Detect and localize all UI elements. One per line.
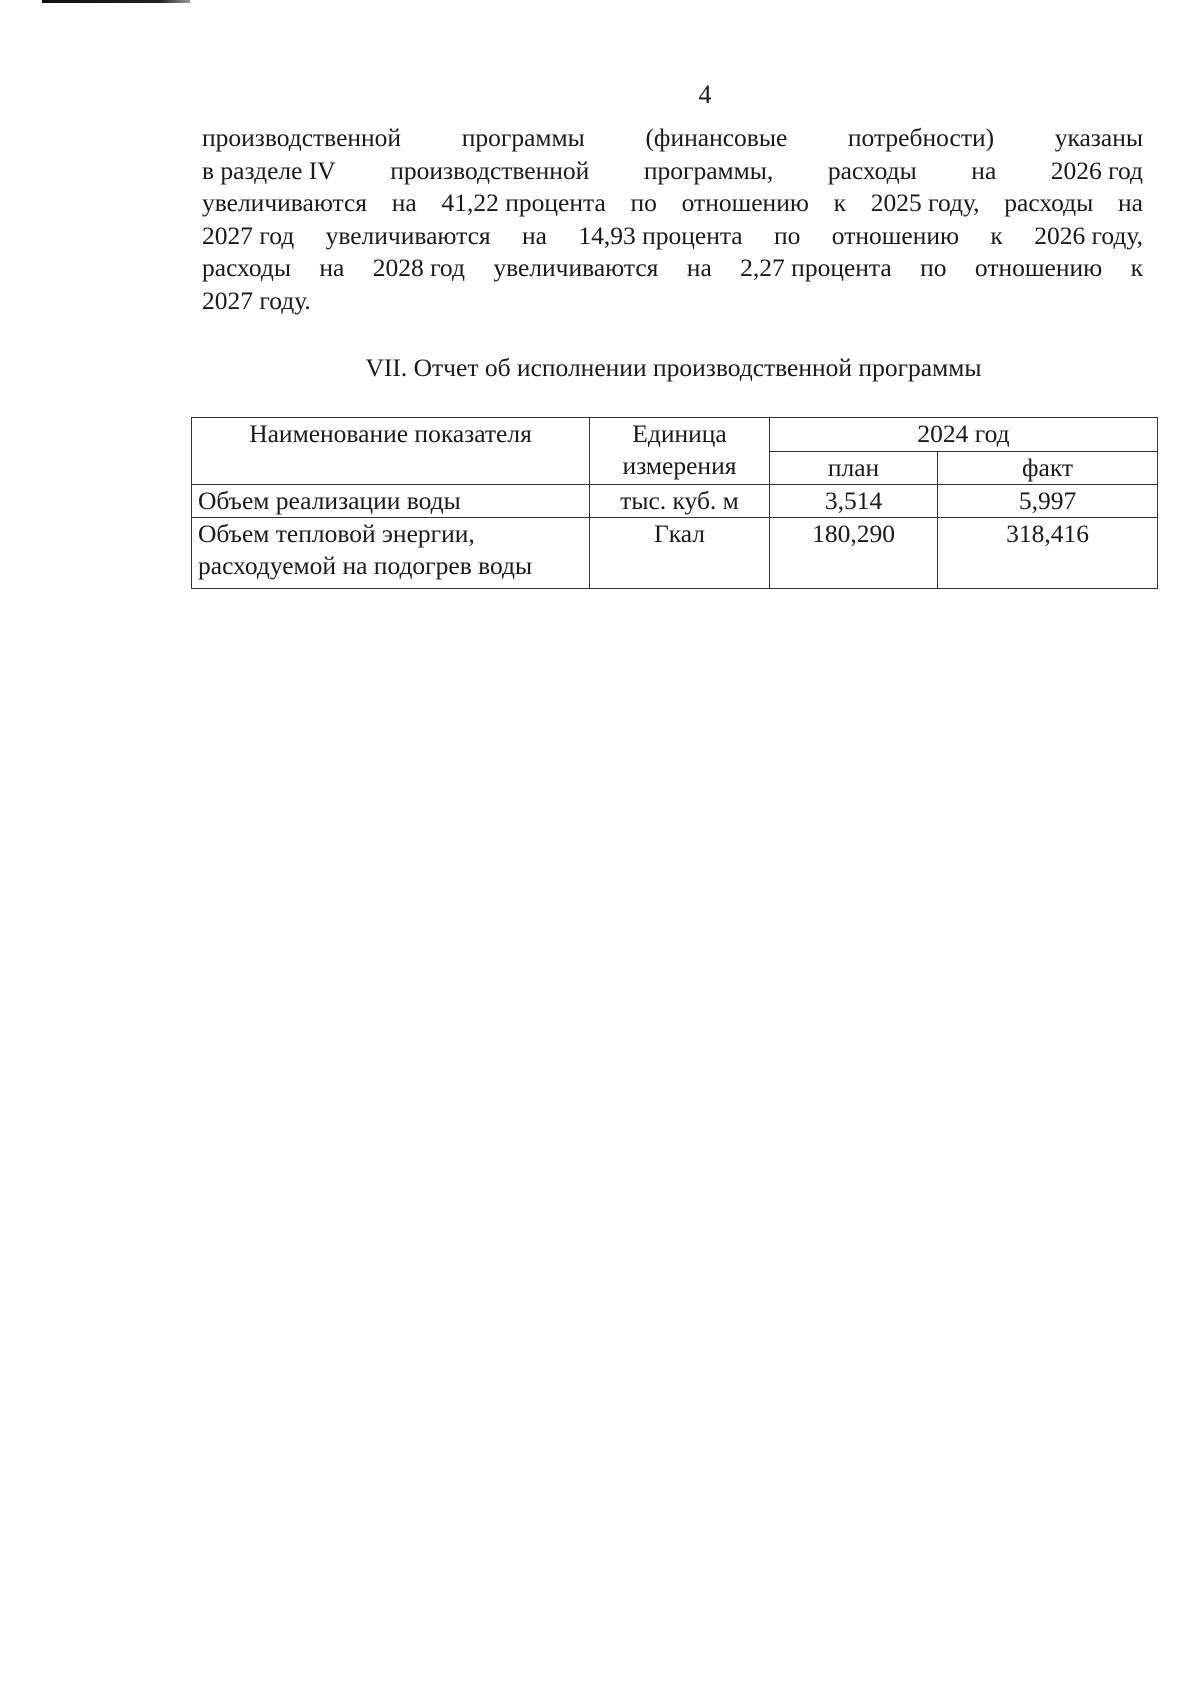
word: 2027 год — [202, 220, 295, 250]
word: 2028 год — [372, 253, 465, 283]
word: на — [971, 155, 997, 185]
paragraph-line-3 — [202, 187, 1143, 220]
word: 2027 году. — [202, 285, 311, 315]
word: на — [522, 220, 547, 250]
word: отношению — [681, 188, 809, 218]
header-year: 2024 год — [770, 418, 1158, 452]
paragraph-line-4 — [202, 220, 1143, 253]
section-heading: VII. Отчет об исполнении производственной программы — [365, 353, 982, 382]
word: 2025 году, — [870, 188, 980, 218]
cell-indicator-line2: расходуемой на подогрев воды — [198, 551, 533, 580]
word: 2026 году, — [1034, 220, 1143, 250]
cell-indicator: Объем реализации воды — [192, 485, 590, 518]
word: увеличиваются — [202, 188, 368, 218]
word: отношению — [831, 220, 960, 250]
word: 2026 год — [1050, 155, 1143, 185]
word: производственной — [202, 123, 402, 152]
header-unit-line2: измерения — [622, 451, 737, 480]
word: (финансовые — [645, 123, 788, 152]
header-fact: факт — [938, 452, 1158, 485]
cell-unit: тыс. куб. м — [590, 485, 770, 518]
word: на — [1117, 188, 1143, 218]
cell-indicator-line1: Объем тепловой энергии, — [198, 519, 475, 548]
cell-fact: 5,997 — [938, 485, 1158, 518]
paragraph-line-5 — [202, 252, 1143, 285]
cell-fact: 318,416 — [938, 518, 1158, 589]
word: потребности) — [847, 123, 995, 152]
page-number: 4 — [698, 80, 712, 109]
word: к — [1130, 253, 1143, 283]
word: к — [833, 188, 847, 218]
word: в разделе IV — [202, 155, 336, 185]
word: увеличиваются — [493, 253, 659, 283]
cell-unit: Гкал — [590, 518, 770, 589]
word: расходы — [1004, 188, 1094, 218]
word: на — [319, 253, 345, 283]
table-row — [192, 485, 1158, 518]
word: программы — [461, 123, 585, 152]
word: по — [774, 220, 801, 250]
word: указаны — [1054, 123, 1143, 152]
header-unit — [590, 418, 770, 485]
word: увеличиваются — [325, 220, 491, 250]
scan-edge-mark — [42, 0, 190, 3]
word: по — [630, 188, 657, 218]
word: расходы — [827, 155, 917, 185]
table-header-row — [192, 418, 1158, 452]
paragraph-line-1 — [202, 122, 1143, 155]
header-indicator: Наименование показателя — [192, 418, 590, 485]
word: на — [391, 188, 417, 218]
cell-indicator — [192, 518, 590, 589]
body-paragraph — [202, 122, 1143, 318]
cell-plan: 3,514 — [770, 485, 938, 518]
word: к — [990, 220, 1003, 250]
word: отношению — [974, 253, 1103, 283]
paragraph-line-6 — [202, 285, 1143, 318]
execution-report-table — [191, 417, 1158, 589]
table-row — [192, 518, 1158, 589]
word: на — [686, 253, 712, 283]
word: по — [920, 253, 947, 283]
word: 14,93 процента — [578, 220, 743, 250]
paragraph-line-2 — [202, 155, 1143, 188]
header-plan: план — [770, 452, 938, 485]
word: 41,22 процента — [441, 188, 606, 218]
cell-plan: 180,290 — [770, 518, 938, 589]
word: производственной — [390, 155, 590, 185]
word: программы, — [643, 155, 774, 185]
header-unit-line1: Единица — [632, 419, 727, 448]
word: 2,27 процента — [740, 253, 892, 283]
word: расходы — [202, 253, 291, 283]
